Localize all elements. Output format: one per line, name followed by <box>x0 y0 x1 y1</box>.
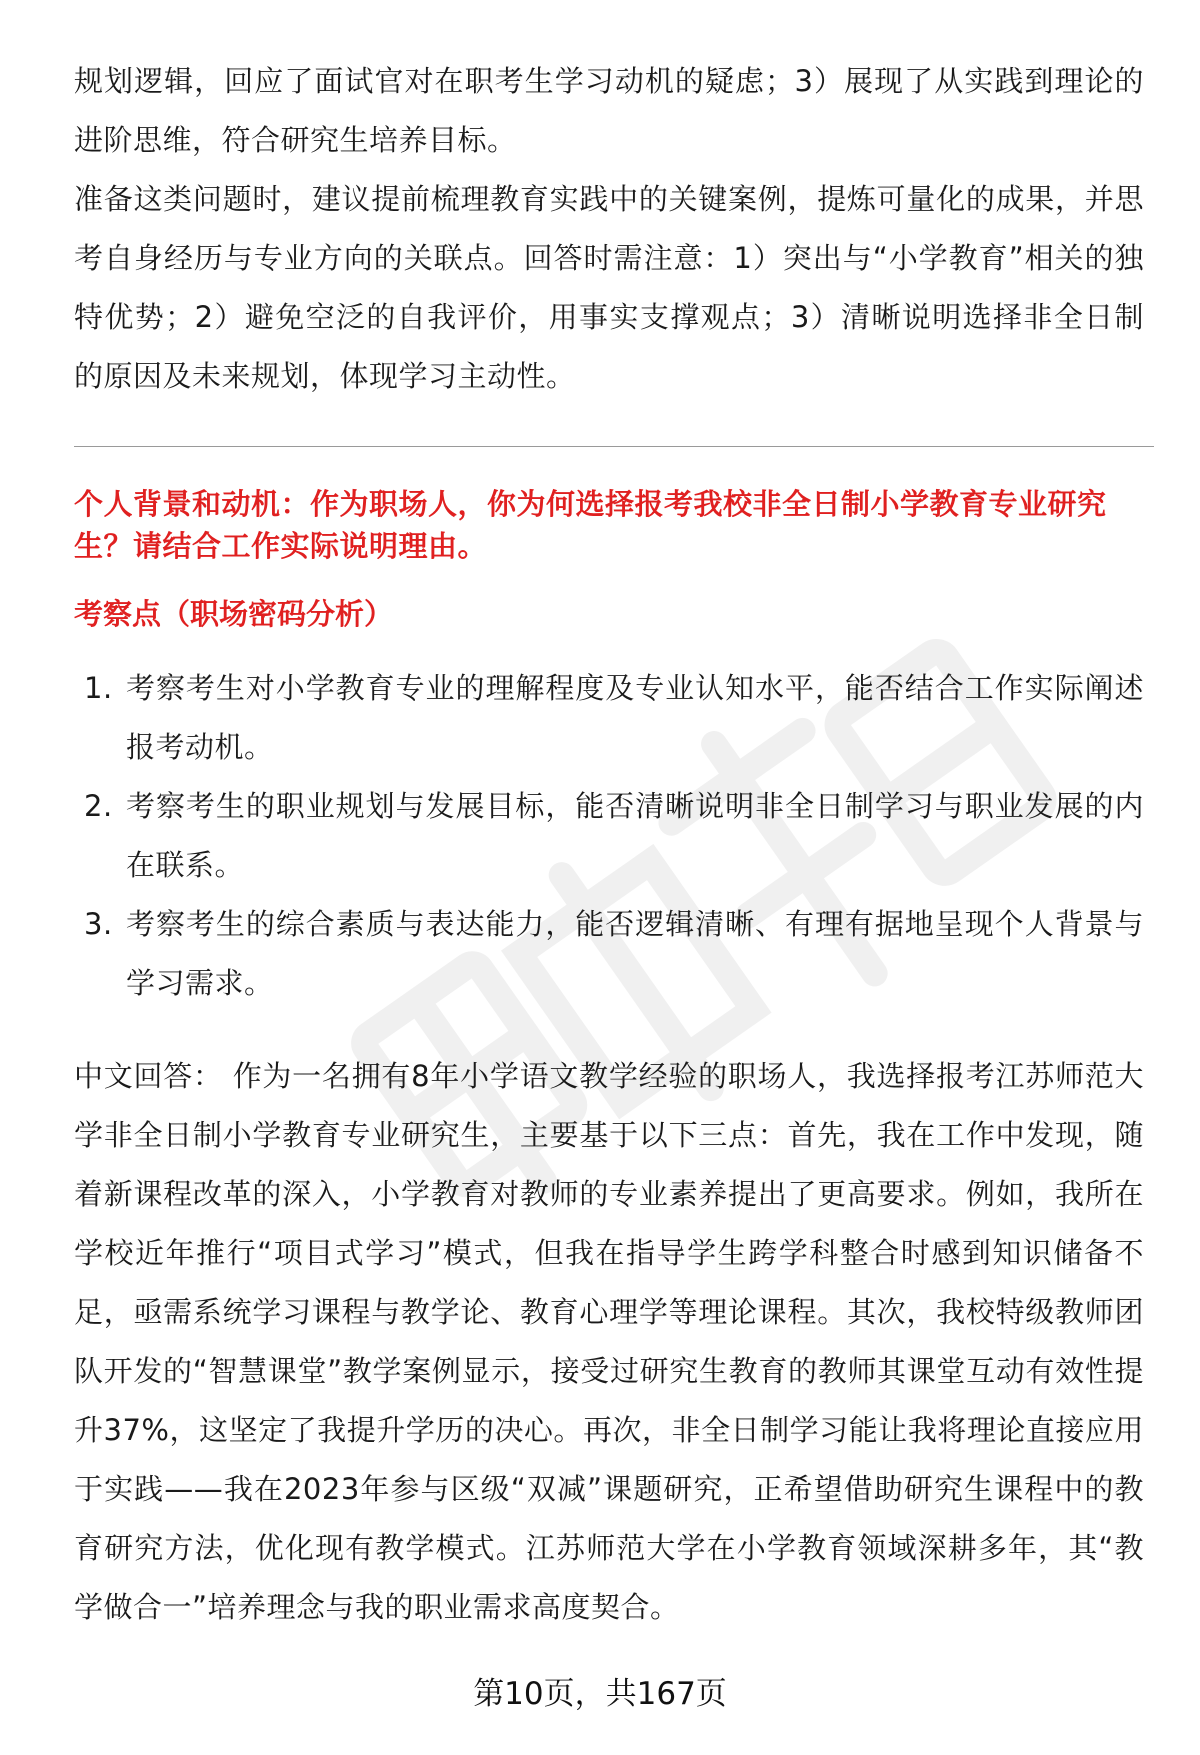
list-item-number: 3. <box>84 907 113 941</box>
intro-paragraph-1: 规划逻辑，回应了面试官对在职考生学习动机的疑虑；3）展现了从实践到理论的进阶思维，符合研究生培养目标。 <box>74 64 1144 157</box>
list-item <box>74 659 1144 777</box>
points-list <box>74 659 1144 1013</box>
list-item-number: 1. <box>84 671 113 705</box>
intro-paragraph-2: 准备这类问题时，建议提前梳理教育实践中的关键案例，提炼可量化的成果，并思考自身经历与专业方向的关联点。回答时需注意：1）突出与“小学教育”相关的独特优势；2）避免空泛的自我评价，用事实支撑观点；3）清晰说明选择非全日制的原因及未来规划，体现学习主动性。 <box>74 182 1145 393</box>
section-title: 考察点（职场密码分析） <box>74 597 394 631</box>
section-divider <box>74 446 1154 447</box>
answer-paragraph: 中文回答： 作为一名拥有8年小学语文教学经验的职场人，我选择报考江苏师范大学非全日制小学教育专业研究生，主要基于以下三点：首先，我在工作中发现，随着新课程改革的深入，小学教育对教师的专业素养提出了更高要求。例如，我所在学校近年推行“项目式学习”模式，但我在指导学生跨学科整合时感到知识储备不足，亟需系统学习课程与教学论、教育心理学等理论课程。其次，我校特级教师团队开发的“智慧课堂”教学案例显示，接受过研究生教育的教师其课堂互动有效性提升37%，这坚定了我提升学历的决心。再次，非全日制学习能让我将理论直接应用于实践——我在2023年参与区级“双减”课题研究，正希望借助研究生课程中的教育研究方法，优化现有教学模式。江苏师范大学在小学教育领域深耕多年，其“教学做合一”培养理念与我的职业需求高度契合。 <box>74 1059 1144 1624</box>
list-item <box>74 777 1144 895</box>
list-item-number: 2. <box>84 789 113 823</box>
document-body <box>74 52 1144 1637</box>
list-item-text: 考察考生的综合素质与表达能力，能否逻辑清晰、有理有据地呈现个人背景与学习需求。 <box>126 907 1144 1000</box>
page-number: 第10页，共167页 <box>473 1676 727 1712</box>
list-item-text: 考察考生的职业规划与发展目标，能否清晰说明非全日制学习与职业发展的内在联系。 <box>126 789 1144 882</box>
list-item <box>74 895 1144 1013</box>
question-title: 个人背景和动机：作为职场人，你为何选择报考我校非全日制小学教育专业研究生？请结合工作实际说明理由。 <box>74 487 1107 563</box>
list-item-text: 考察考生对小学教育专业的理解程度及专业认知水平，能否结合工作实际阐述报考动机。 <box>126 671 1144 764</box>
